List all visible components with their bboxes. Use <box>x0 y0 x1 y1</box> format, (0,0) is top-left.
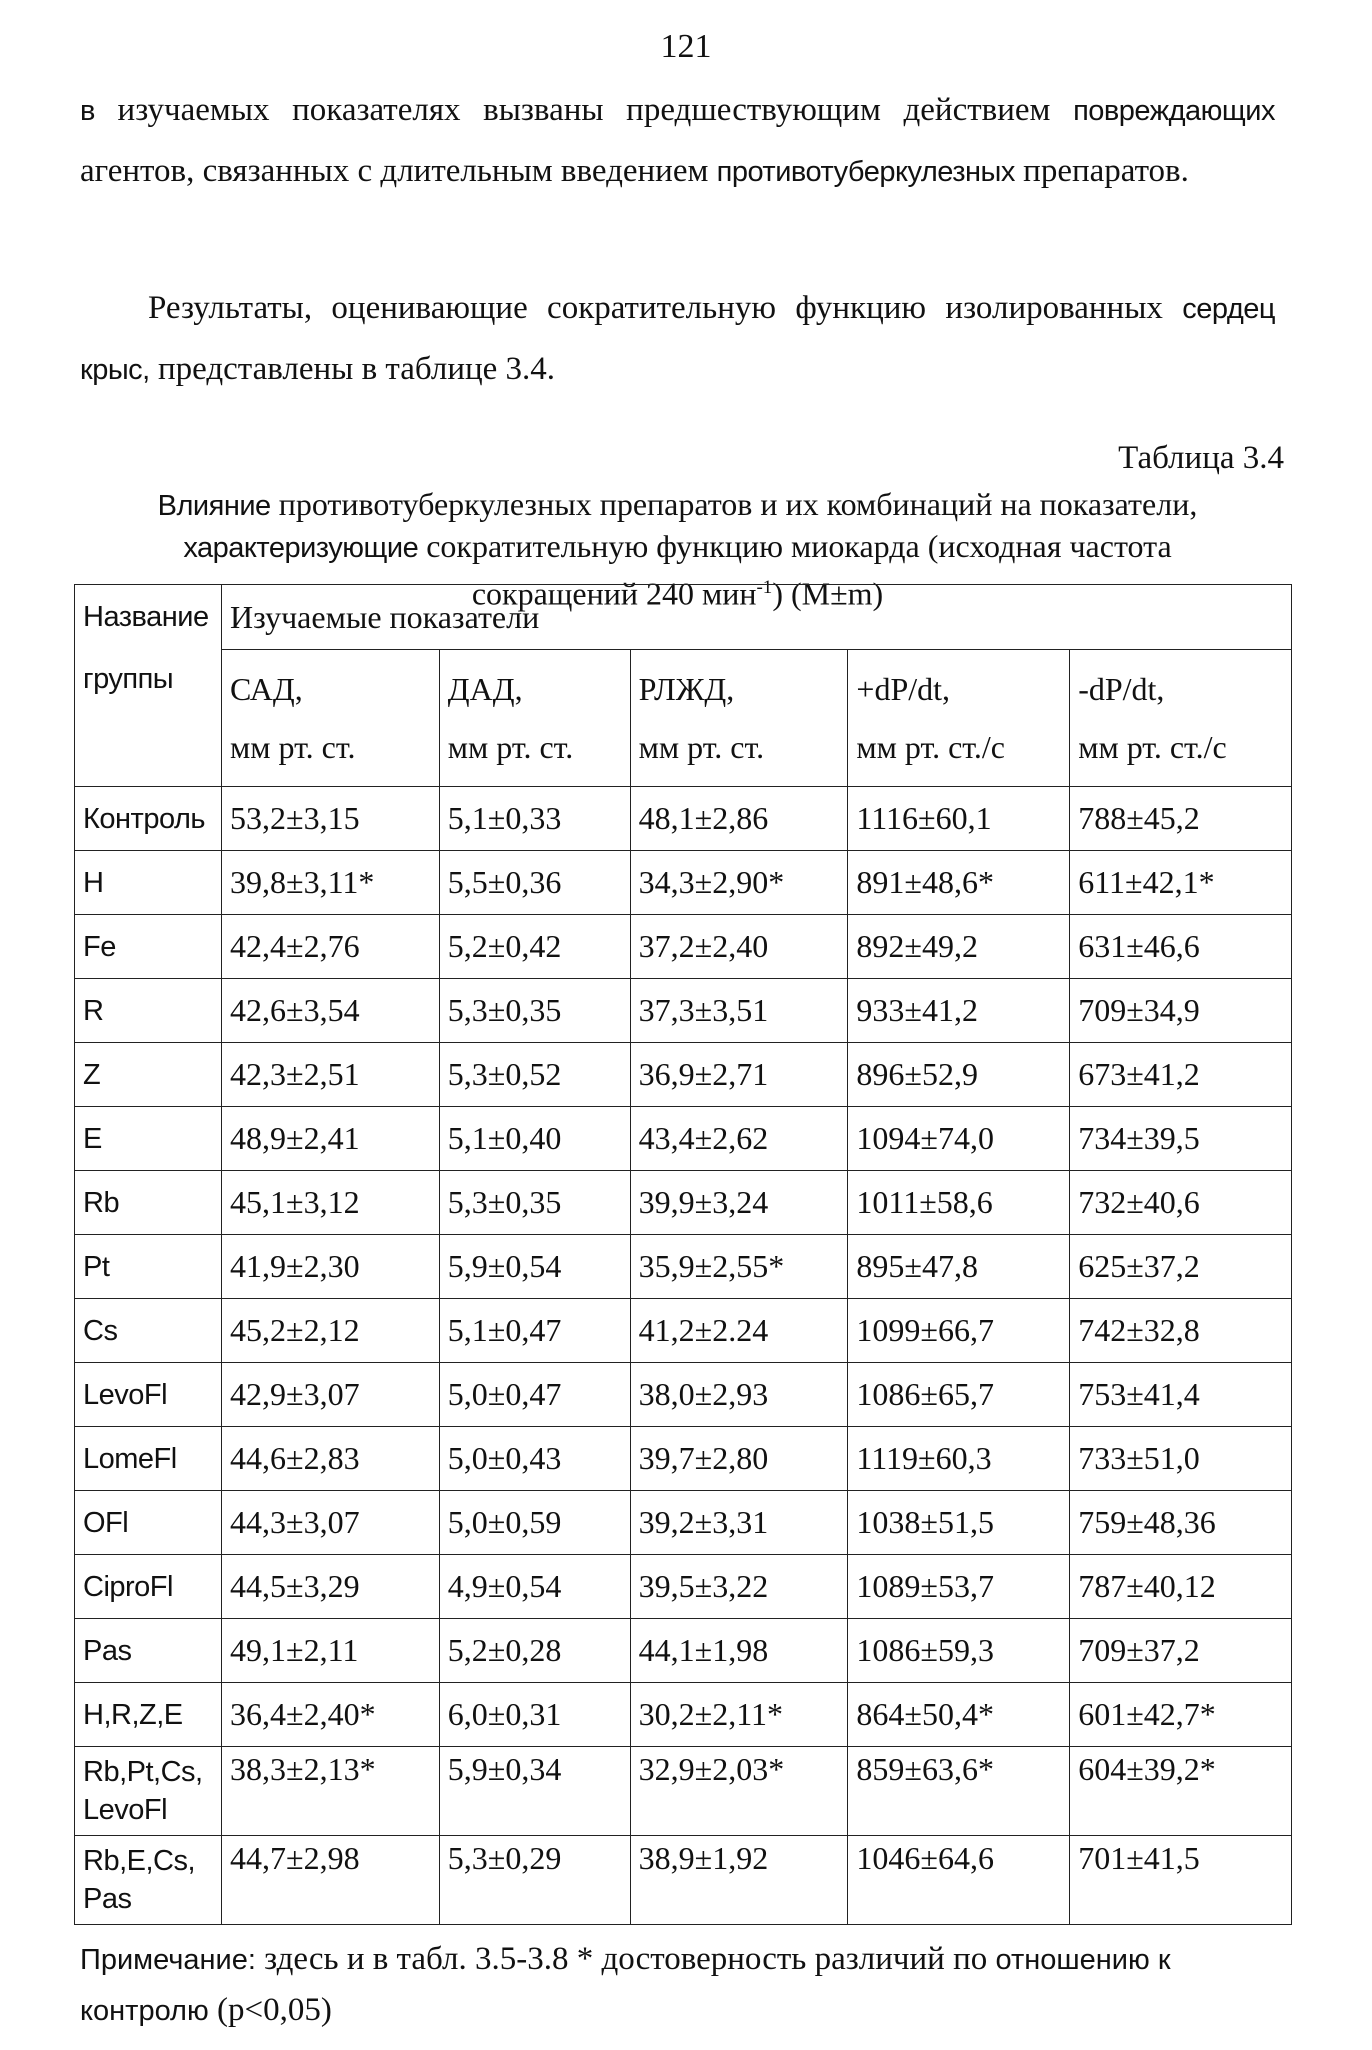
group-cell: Cs <box>75 1299 222 1363</box>
value-cell: 1099±66,7 <box>848 1299 1070 1363</box>
value-cell: 44,1±1,98 <box>630 1619 848 1683</box>
value-cell: 709±34,9 <box>1070 979 1292 1043</box>
paragraph-intro-text1: изучаемых показателях вызваны предшествующим действием <box>94 92 1074 128</box>
table-row <box>75 1491 1292 1555</box>
table-row <box>75 915 1292 979</box>
group-cell: H <box>75 851 222 915</box>
paragraph-results-text1: Результаты, оценивающие сократительную функцию изолированных <box>148 290 1183 326</box>
value-cell: 933±41,2 <box>848 979 1070 1043</box>
value-cell: 6,0±0,31 <box>439 1683 630 1747</box>
value-cell: 38,0±2,93 <box>630 1363 848 1427</box>
paragraph-intro-text3: препаратов. <box>1014 153 1189 189</box>
table-header-row-top <box>75 585 1292 650</box>
value-cell: 39,5±3,22 <box>630 1555 848 1619</box>
group-cell: Контроль <box>75 787 222 851</box>
paragraph-intro-lead2: повреждающих <box>1073 95 1275 127</box>
value-cell: 5,1±0,40 <box>439 1107 630 1171</box>
value-cell: 742±32,8 <box>1070 1299 1292 1363</box>
group-cell: Pt <box>75 1235 222 1299</box>
value-cell: 44,6±2,83 <box>222 1427 440 1491</box>
column-header-unit: мм рт. ст./с <box>856 729 1005 765</box>
group-cell: Fe <box>75 915 222 979</box>
column-header-unit: мм рт. ст./с <box>1078 729 1227 765</box>
value-cell: 788±45,2 <box>1070 787 1292 851</box>
value-cell: 732±40,6 <box>1070 1171 1292 1235</box>
table-row <box>75 1555 1292 1619</box>
table-row <box>75 1683 1292 1747</box>
value-cell: 625±37,2 <box>1070 1235 1292 1299</box>
group-cell: OFl <box>75 1491 222 1555</box>
note-text2: (p<0,05) <box>208 1992 332 2028</box>
group-header-top: Название <box>75 585 222 650</box>
value-cell: 5,3±0,52 <box>439 1043 630 1107</box>
value-cell: 45,2±2,12 <box>222 1299 440 1363</box>
value-cell: 5,1±0,33 <box>439 787 630 851</box>
value-cell: 39,9±3,24 <box>630 1171 848 1235</box>
column-header-name: -dP/dt, <box>1078 671 1165 707</box>
value-cell: 895±47,8 <box>848 1235 1070 1299</box>
caption-line3-superscript: -1 <box>756 577 773 598</box>
value-cell: 30,2±2,11* <box>630 1683 848 1747</box>
value-cell: 673±41,2 <box>1070 1043 1292 1107</box>
column-header-unit: мм рт. ст. <box>230 729 356 765</box>
table-label: Таблица 3.4 <box>1118 440 1284 476</box>
value-cell: 41,2±2.24 <box>630 1299 848 1363</box>
table-row <box>75 1235 1292 1299</box>
table-note <box>80 1934 1275 2036</box>
value-cell: 5,2±0,28 <box>439 1619 630 1683</box>
group-cell: Rb <box>75 1171 222 1235</box>
value-cell: 42,6±3,54 <box>222 979 440 1043</box>
caption-line-2 <box>80 526 1275 568</box>
table-header-row-sub <box>75 650 1292 787</box>
value-cell: 787±40,12 <box>1070 1555 1292 1619</box>
value-cell: 53,2±3,15 <box>222 787 440 851</box>
value-cell: 734±39,5 <box>1070 1107 1292 1171</box>
group-header-bottom-text: группы <box>83 662 174 695</box>
table-row <box>75 1299 1292 1363</box>
value-cell: 39,7±2,80 <box>630 1427 848 1491</box>
table-row <box>75 1043 1292 1107</box>
value-cell: 32,9±2,03* <box>630 1747 848 1836</box>
value-cell: 1086±59,3 <box>848 1619 1070 1683</box>
value-cell: 43,4±2,62 <box>630 1107 848 1171</box>
value-cell: 36,9±2,71 <box>630 1043 848 1107</box>
group-cell: CiproFl <box>75 1555 222 1619</box>
value-cell: 1011±58,6 <box>848 1171 1070 1235</box>
value-cell: 45,1±3,12 <box>222 1171 440 1235</box>
value-cell: 39,8±3,11* <box>222 851 440 915</box>
paragraph-results-lead: сердец крыс, <box>80 293 1275 386</box>
value-cell: 1119±60,3 <box>848 1427 1070 1491</box>
caption-line-1 <box>80 484 1275 526</box>
table-row <box>75 1363 1292 1427</box>
value-cell: 4,9±0,54 <box>439 1555 630 1619</box>
value-cell: 1046±64,6 <box>848 1836 1070 1925</box>
note-lead2: отношению к контролю <box>80 1944 1171 2027</box>
table-row <box>75 1747 1292 1836</box>
value-cell: 1038±51,5 <box>848 1491 1070 1555</box>
value-cell: 39,2±3,31 <box>630 1491 848 1555</box>
caption-line3-end: ) (M±m) <box>772 575 884 612</box>
value-cell: 701±41,5 <box>1070 1836 1292 1925</box>
column-header-rlzhd <box>630 650 848 787</box>
column-header-dad <box>439 650 630 787</box>
column-header-sad <box>222 650 440 787</box>
value-cell: 42,3±2,51 <box>222 1043 440 1107</box>
value-cell: 42,4±2,76 <box>222 915 440 979</box>
value-cell: 892±49,2 <box>848 915 1070 979</box>
paragraph-intro-lead3: противотуберкулезных <box>716 156 1015 188</box>
group-cell: E <box>75 1107 222 1171</box>
table-row <box>75 1427 1292 1491</box>
value-cell: 5,0±0,43 <box>439 1427 630 1491</box>
note-lead: Примечание: <box>80 1944 256 1976</box>
value-cell: 864±50,4* <box>848 1683 1070 1747</box>
value-cell: 759±48,36 <box>1070 1491 1292 1555</box>
value-cell: 631±46,6 <box>1070 915 1292 979</box>
column-header-name: РЛЖД, <box>638 671 735 707</box>
value-cell: 604±39,2* <box>1070 1747 1292 1836</box>
results-table <box>74 584 1292 1925</box>
column-header-plus-dpdt <box>848 650 1070 787</box>
value-cell: 5,1±0,47 <box>439 1299 630 1363</box>
value-cell: 611±42,1* <box>1070 851 1292 915</box>
value-cell: 48,1±2,86 <box>630 787 848 851</box>
value-cell: 5,3±0,35 <box>439 979 630 1043</box>
value-cell: 5,3±0,29 <box>439 1836 630 1925</box>
value-cell: 859±63,6* <box>848 1747 1070 1836</box>
value-cell: 5,3±0,35 <box>439 1171 630 1235</box>
value-cell: 1089±53,7 <box>848 1555 1070 1619</box>
value-cell: 36,4±2,40* <box>222 1683 440 1747</box>
value-cell: 37,3±3,51 <box>630 979 848 1043</box>
value-cell: 34,3±2,90* <box>630 851 848 915</box>
value-cell: 5,0±0,47 <box>439 1363 630 1427</box>
group-cell: Rb,E,Cs, Pas <box>75 1836 222 1925</box>
value-cell: 5,5±0,36 <box>439 851 630 915</box>
caption-line3-text: сокращений 240 мин <box>471 575 757 612</box>
value-cell: 896±52,9 <box>848 1043 1070 1107</box>
value-cell: 44,3±3,07 <box>222 1491 440 1555</box>
caption-lead: Влияние <box>157 490 271 522</box>
value-cell: 49,1±2,11 <box>222 1619 440 1683</box>
value-cell: 5,9±0,34 <box>439 1747 630 1836</box>
note-text: здесь и в табл. 3.5-3.8 * достоверность различий по <box>255 1941 996 1977</box>
caption-line2-text: сократительную функцию миокарда (исходная частота <box>418 528 1172 564</box>
column-header-name: САД, <box>230 671 303 707</box>
value-cell: 38,3±2,13* <box>222 1747 440 1836</box>
group-header-bottom <box>75 650 222 787</box>
value-cell: 5,2±0,42 <box>439 915 630 979</box>
table-row <box>75 1836 1292 1925</box>
column-header-unit: мм рт. ст. <box>638 729 765 765</box>
value-cell: 5,0±0,59 <box>439 1491 630 1555</box>
page-number: 121 <box>660 28 712 65</box>
group-cell: LomeFl <box>75 1427 222 1491</box>
table-row <box>75 851 1292 915</box>
column-header-name: +dP/dt, <box>856 671 951 707</box>
column-header-name: ДАД, <box>447 671 523 707</box>
group-cell: LevoFl <box>75 1363 222 1427</box>
group-cell: R <box>75 979 222 1043</box>
value-cell: 35,9±2,55* <box>630 1235 848 1299</box>
value-cell: 601±42,7* <box>1070 1683 1292 1747</box>
paragraph-intro-lead1: в <box>80 95 95 127</box>
table-row <box>75 979 1292 1043</box>
table-row <box>75 1171 1292 1235</box>
column-header-minus-dpdt <box>1070 650 1292 787</box>
table-row <box>75 1107 1292 1171</box>
value-cell: 42,9±3,07 <box>222 1363 440 1427</box>
table-row <box>75 1619 1292 1683</box>
value-cell: 1086±65,7 <box>848 1363 1070 1427</box>
indicators-header: Изучаемые показатели <box>222 585 1292 650</box>
group-cell: Z <box>75 1043 222 1107</box>
value-cell: 48,9±2,41 <box>222 1107 440 1171</box>
value-cell: 709±37,2 <box>1070 1619 1292 1683</box>
value-cell: 44,5±3,29 <box>222 1555 440 1619</box>
value-cell: 733±51,0 <box>1070 1427 1292 1491</box>
caption-line1-text: противотуберкулезных препаратов и их комбинаций на показатели, <box>270 486 1198 522</box>
value-cell: 5,9±0,54 <box>439 1235 630 1299</box>
group-cell: H,R,Z,E <box>75 1683 222 1747</box>
group-cell: Rb,Pt,Cs, LevoFl <box>75 1747 222 1836</box>
value-cell: 38,9±1,92 <box>630 1836 848 1925</box>
value-cell: 37,2±2,40 <box>630 915 848 979</box>
group-cell: Pas <box>75 1619 222 1683</box>
table-row <box>75 787 1292 851</box>
value-cell: 44,7±2,98 <box>222 1836 440 1925</box>
paragraph-intro-text2: агентов, связанных с длительным введением <box>80 153 717 189</box>
paragraph-intro <box>80 80 1275 202</box>
column-header-unit: мм рт. ст. <box>447 729 574 765</box>
caption-line2-lead: характеризующие <box>183 532 419 564</box>
paragraph-results-text2: представлены в таблице 3.4. <box>149 351 556 387</box>
value-cell: 1116±60,1 <box>848 787 1070 851</box>
paragraph-results <box>80 278 1275 400</box>
value-cell: 753±41,4 <box>1070 1363 1292 1427</box>
value-cell: 41,9±2,30 <box>222 1235 440 1299</box>
value-cell: 1094±74,0 <box>848 1107 1070 1171</box>
value-cell: 891±48,6* <box>848 851 1070 915</box>
